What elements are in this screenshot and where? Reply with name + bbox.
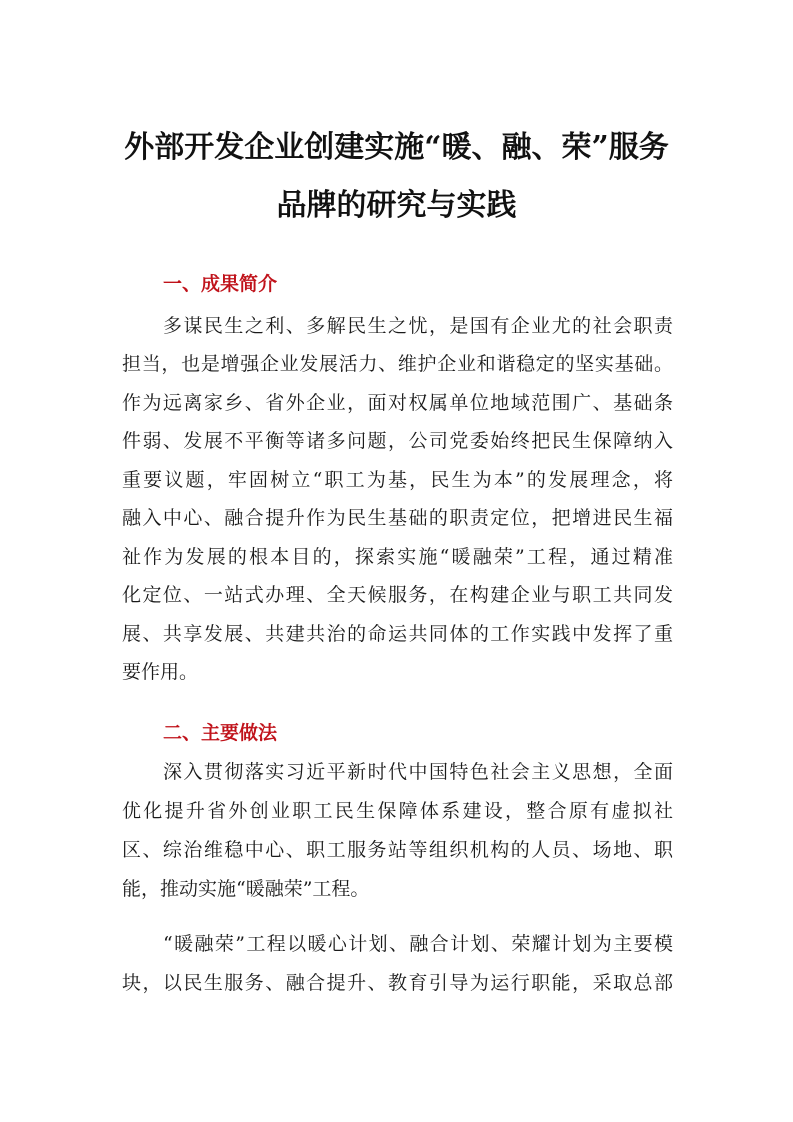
paragraph-line: “暖融荣”工程以暖心计划、融合计划、荣耀计划为主要模 [163, 933, 673, 955]
section-heading-results: 一、成果简介 [163, 273, 278, 295]
paragraph-line: 展、共享发展、共建共治的命运共同体的工作实践中发挥了重 [122, 623, 673, 645]
document-title-line-1: 外部开发企业创建实施“暖、融、荣”服务 [124, 130, 669, 165]
paragraph-line: 件弱、发展不平衡等诸多问题，公司党委始终把民生保障纳入 [122, 430, 673, 452]
paragraph-line: 担当，也是增强企业发展活力、维护企业和谐稳定的坚实基础。 [122, 353, 673, 375]
paragraph-line: 深入贯彻落实习近平新时代中国特色社会主义思想，全面 [163, 761, 673, 783]
paragraph-line: 优化提升省外创业职工民生保障体系建设，整合原有虚拟社 [122, 800, 673, 822]
paragraph-line: 能，推动实施“暖融荣”工程。 [122, 878, 370, 900]
paragraph-line: 化定位、一站式办理、全天候服务，在构建企业与职工共同发 [122, 584, 673, 606]
paragraph-line: 多谋民生之利、多解民生之忧，是国有企业尤的社会职责 [163, 315, 673, 337]
paragraph-line: 融入中心、融合提升作为民生基础的职责定位，把增进民生福 [122, 507, 673, 529]
document-title-line-2: 品牌的研究与实践 [276, 188, 517, 223]
paragraph-line: 要作用。 [122, 661, 199, 683]
paragraph-line: 区、综治维稳中心、职工服务站等组织机构的人员、场地、职 [122, 839, 673, 861]
paragraph-line: 作为远离家乡、省外企业，面对权属单位地域范围广、基础条 [122, 392, 673, 414]
section-heading-methods: 二、主要做法 [163, 722, 278, 744]
paragraph-line: 块，以民生服务、融合提升、教育引导为运行职能，采取总部 [122, 972, 673, 994]
paragraph-line: 祉作为发展的根本目的，探索实施“暖融荣”工程，通过精准 [122, 546, 673, 568]
paragraph-line: 重要议题，牢固树立“职工为基，民生为本”的发展理念，将 [122, 469, 673, 491]
